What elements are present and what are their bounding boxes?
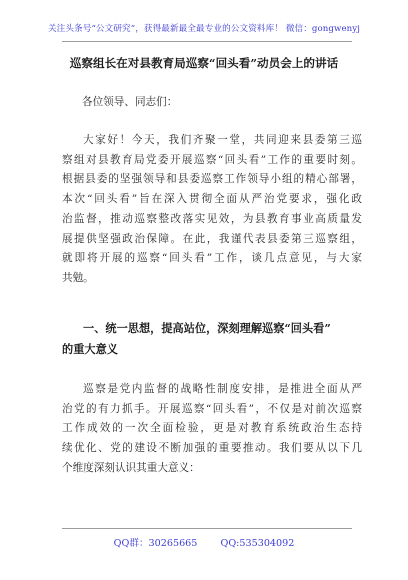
footer bbox=[0, 535, 408, 549]
paragraph-line: 大家好！今天，我们齐聚一堂，共同迎来县委第三巡 bbox=[83, 134, 362, 146]
footer-divider bbox=[62, 528, 352, 529]
paragraph-line: 工作成效的一次全面检验，更是对教育系统政治生态持 bbox=[62, 422, 362, 435]
paragraph-line: 就即将开展的巡察“回头看”工作，谈几点意见，与大家 bbox=[62, 252, 362, 265]
document-title: 巡察组长在对县教育局巡察“回头看”动员会上的讲话 bbox=[69, 56, 339, 70]
paragraph-line: 治党的有力抓手。开展巡察“回头看”，不仅是对前次巡察 bbox=[62, 402, 362, 415]
salutation: 各位领导、同志们： bbox=[82, 96, 178, 108]
header-divider bbox=[62, 41, 352, 42]
header-banner: 关注头条号“公文研究”，获得最新最全最专业的公文资料库！ 微信：gongwenyj bbox=[47, 24, 361, 34]
paragraph-line: 治监督，推动巡察整改落实见效，为县教育事业高质量发 bbox=[62, 212, 362, 225]
paragraph-significance bbox=[62, 380, 362, 479]
paragraph-opening bbox=[62, 131, 362, 289]
paragraph-line: 察组对县教育局党委开展巡察“回头看”工作的重要时刻。 bbox=[62, 153, 362, 166]
footer-qq: QQ:535304092 bbox=[220, 538, 295, 549]
paragraph-line: 展提供坚强政治保障。在此，我谨代表县委第三巡察组， bbox=[62, 232, 362, 245]
paragraph-line: 续优化、党的建设不断加强的重要推动。我们要从以下几 bbox=[62, 442, 362, 455]
paragraph-line: 个维度深刻认识其重大意义： bbox=[62, 461, 200, 474]
heading-line: 的重大意义 bbox=[62, 342, 118, 356]
heading-line: 一、统一思想，提高站位，深刻理解巡察“回头看” bbox=[83, 321, 331, 335]
paragraph-line: 根据县委的坚强领导和县委巡察工作领导小组的精心部署， bbox=[62, 173, 362, 186]
section-heading-1 bbox=[62, 318, 362, 360]
paragraph-line: 本次“回头看”旨在深入贯彻全面从严治党要求，强化政 bbox=[62, 193, 362, 206]
paragraph-line: 巡察是党内监督的战略性制度安排，是推进全面从严 bbox=[83, 383, 362, 395]
paragraph-line: 共勉。 bbox=[62, 271, 94, 284]
footer-qq-group: QQ群：30265665 bbox=[113, 538, 198, 549]
